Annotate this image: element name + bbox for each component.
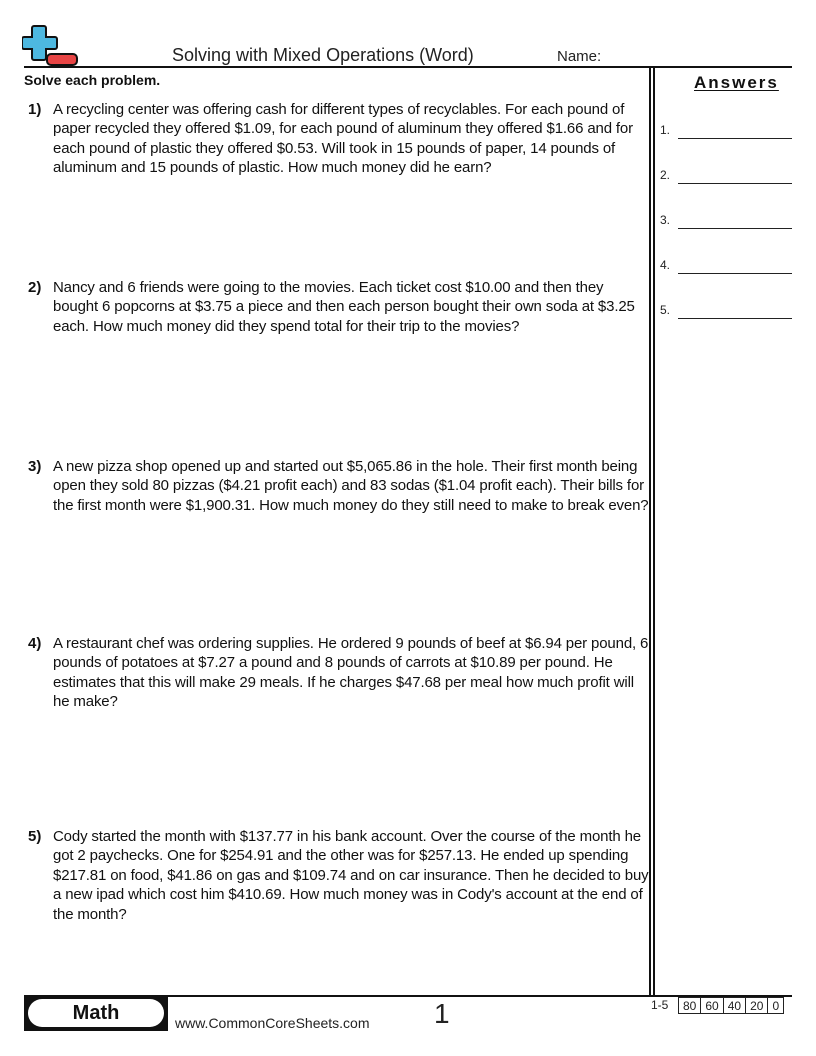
- plus-minus-logo-icon: [22, 24, 80, 68]
- answer-line[interactable]: [678, 273, 792, 274]
- answer-field-1[interactable]: [660, 121, 792, 139]
- problem-1: [24, 100, 649, 178]
- problem-3: [24, 457, 649, 515]
- problem-text: A recycling center was offering cash for different types of recyclables. For each pound of paper recycled they offered $1.09, for each pound of aluminum they offered $1.66 and for each pound of plastic they offered $0.53. Will took in 15 pounds of paper, 14 pounds of aluminum and 15 pounds of plastic. How much money did he earn?: [53, 101, 633, 177]
- answer-field-3[interactable]: [660, 211, 792, 229]
- column-divider: [649, 68, 651, 995]
- problem-number: 2): [28, 279, 42, 296]
- score-table: [678, 997, 784, 1014]
- column-divider-inner: [653, 68, 655, 995]
- problem-2: [24, 278, 649, 336]
- answer-label: 4.: [660, 258, 671, 272]
- problem-number: 3): [28, 458, 42, 475]
- problem-text: Nancy and 6 friends were going to the movies. Each ticket cost $10.00 and then they bought 6 popcorns at $3.75 a piece and then each person bought their own soda at $3.25 each. How much money did they spend total for their trip to the movies?: [53, 279, 635, 335]
- answer-line[interactable]: [678, 228, 792, 229]
- instructions: Solve each problem.: [24, 72, 161, 88]
- score-cell: 20: [746, 998, 768, 1014]
- website-link[interactable]: www.CommonCoreSheets.com: [175, 1015, 370, 1031]
- header-rule: [24, 66, 792, 68]
- answer-field-5[interactable]: [660, 301, 792, 319]
- answer-line[interactable]: [678, 138, 792, 139]
- score-cell: 40: [723, 998, 745, 1014]
- name-label: Name:: [557, 48, 602, 65]
- answer-line[interactable]: [678, 318, 792, 319]
- problem-text: A restaurant chef was ordering supplies. He ordered 9 pounds of beef at $6.94 per pound, 6 pounds of potatoes at $7.27 a pound and 8 pounds of carrots at $10.89 per pound. He estimates that this will make 29 meals. If he charges $47.68 per meal how much profit will he make?: [53, 635, 649, 711]
- problem-4: [24, 634, 649, 712]
- subject-label: Math: [28, 999, 164, 1027]
- answer-label: 2.: [660, 168, 671, 182]
- answer-label: 5.: [660, 303, 671, 317]
- answers-heading: Answers: [694, 73, 779, 92]
- problem-5: [24, 827, 649, 924]
- score-range: 1-5: [651, 998, 669, 1012]
- page-number: 1: [434, 998, 450, 1029]
- answer-field-4[interactable]: [660, 256, 792, 274]
- answer-line[interactable]: [678, 183, 792, 184]
- problem-text: A new pizza shop opened up and started out $5,065.86 in the hole. Their first month being open they sold 80 pizzas ($4.21 profit each) and 83 sodas ($1.04 profit each). Their bills for the first month were $1,900.31. How much money do they still need to make to break even?: [53, 458, 649, 514]
- problem-number: 5): [28, 828, 42, 845]
- problem-number: 1): [28, 101, 42, 118]
- answer-field-2[interactable]: [660, 166, 792, 184]
- score-cell: 60: [701, 998, 723, 1014]
- score-cell: 0: [768, 998, 784, 1014]
- problem-text: Cody started the month with $137.77 in his bank account. Over the course of the month he got 2 paychecks. One for $254.91 and the other was for $257.13. He ended up spending $217.81 on food, $41.86 on gas and $109.74 and on car insurance. Then he decided to buy a new ipad which cost him $410.69. How much money was in Cody's account at the end of the month?: [53, 828, 649, 923]
- answer-label: 3.: [660, 213, 671, 227]
- answer-label: 1.: [660, 123, 671, 137]
- problem-number: 4): [28, 635, 42, 652]
- score-cell: 80: [679, 998, 701, 1014]
- worksheet-title: Solving with Mixed Operations (Word): [172, 45, 474, 65]
